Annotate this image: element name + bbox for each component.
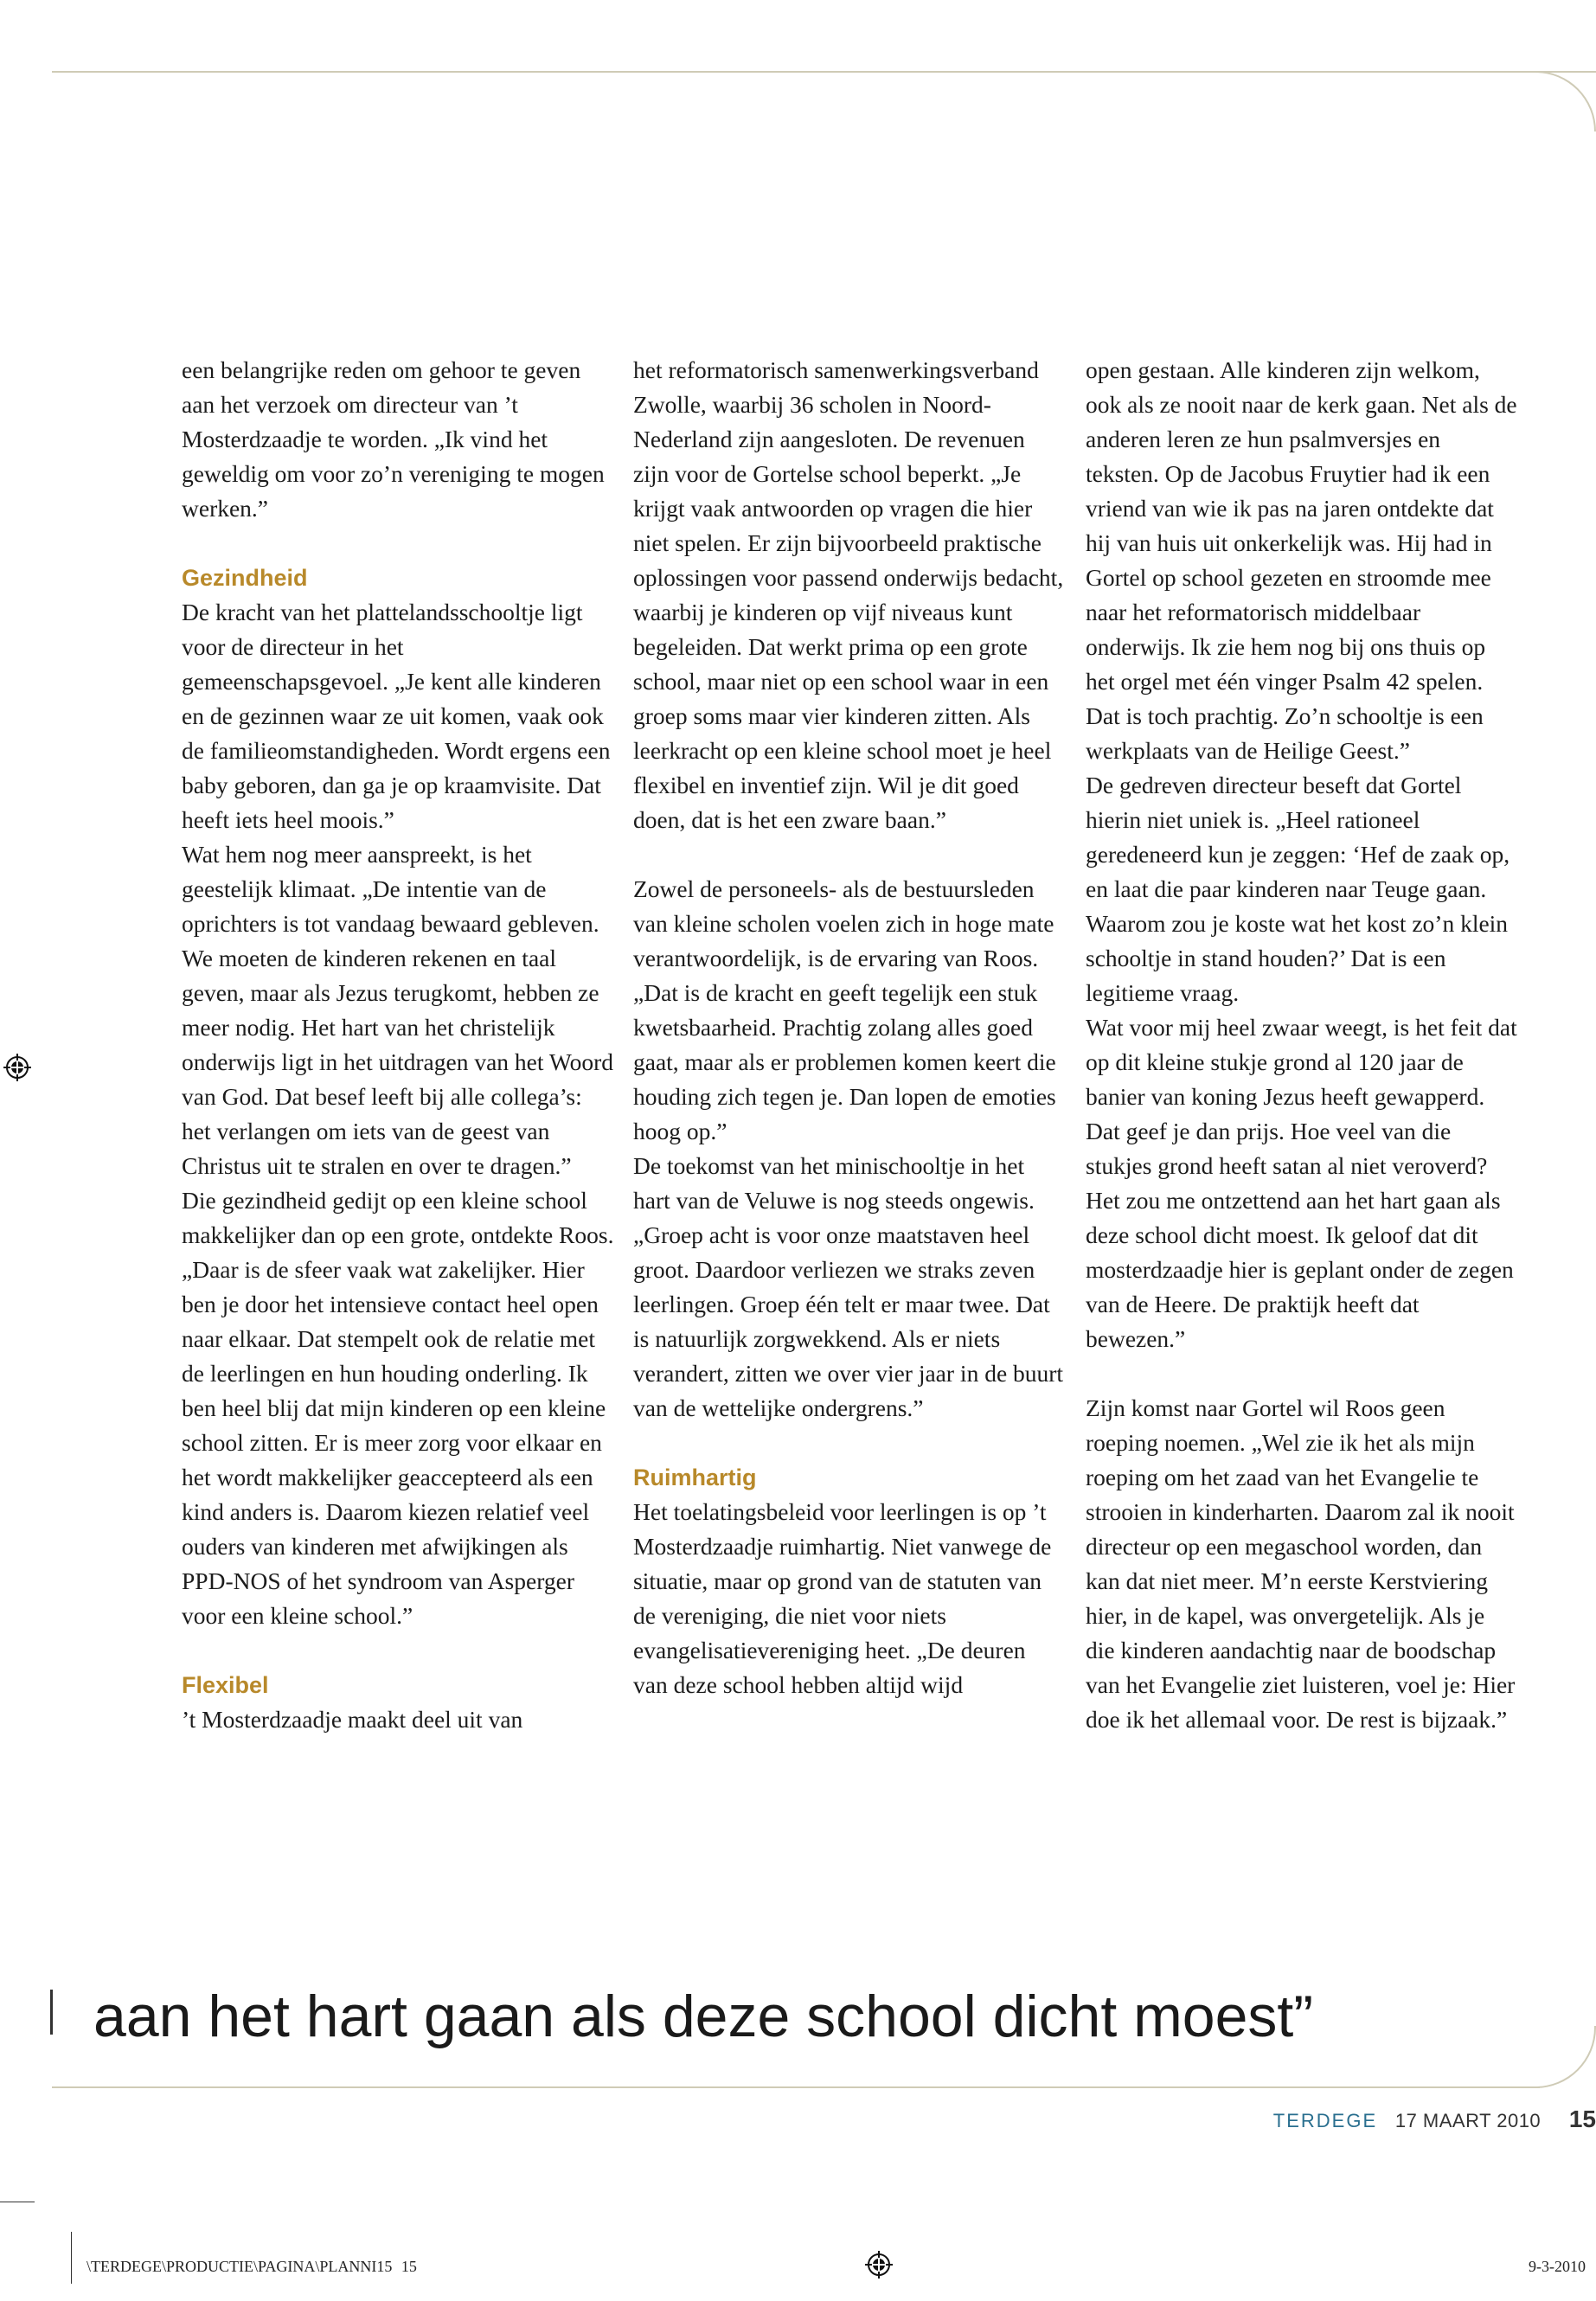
pull-quote: aan het hart gaan als deze school dicht moest” — [93, 1984, 1313, 2049]
bottom-trim-corner — [1535, 2026, 1596, 2088]
paragraph: Wat voor mij heel zwaar weegt, is het feit dat op dit kleine stukje grond al 120 jaar de banier van koning Jezus heeft gewapperd. Dat geef je dan prijs. Hoe veel van die stukjes grond heeft satan al niet veroverd? Het zou me ontzettend aan het hart gaan als deze school dicht moest. Ik geloof dat dit mosterdzaadje hier is geplant onder de zegen van de Heere. De praktijk heeft dat bewezen.” — [1086, 1014, 1517, 1352]
slug-path: \TERDEGE\PRODUCTIE\PAGINA\PLANNI15 — [87, 2258, 393, 2275]
registration-mark-icon — [865, 2251, 893, 2279]
article-column-1 — [182, 353, 614, 1737]
top-trim-corner — [1535, 71, 1596, 131]
bottom-trim-line — [52, 2086, 1540, 2088]
registration-mark-icon — [3, 1054, 31, 1081]
paragraph: Het toelatingsbeleid voor leerlingen is op ’t Mosterdzaadje ruimhartig. Niet vanwege de situatie, maar op grond van de statuten van de vereniging, die niet voor niets evangelisatievereniging heet. „De deuren van deze school hebben altijd wijd — [633, 1498, 1052, 1698]
section-heading-flexibel: Flexibel — [182, 1672, 269, 1698]
slug-page: 15 — [401, 2258, 417, 2275]
paragraph: een belangrijke reden om gehoor te geven aan het verzoek om directeur van ’t Mosterdzaadje te worden. „Ik vind het geweldig om voor zo’n vereniging te mogen werken.” — [182, 356, 605, 522]
paragraph: Wat hem nog meer aanspreekt, is het geestelijk klimaat. „De intentie van de oprichters is tot vandaag bewaard gebleven. We moeten de kinderen rekenen en taal geven, maar als Jezus terugkomt, hebben ze meer nodig. Het hart van het christelijk onderwijs ligt in het uitdragen van het Woord van God. Dat besef leeft bij alle collega’s: het verlangen om iets van de geest van Christus uit te stralen en over te dragen.” — [182, 841, 614, 1179]
pull-quote-bar — [50, 1990, 53, 2035]
paragraph: open gestaan. Alle kinderen zijn welkom, ook als ze nooit naar de kerk gaan. Net als de anderen leren ze hun psalmversjes en teksten. Op de Jacobus Fruytier had ik een vriend van wie ik pas na jaren ontdekte dat hij van huis uit onkerkelijk was. Hij had in Gortel op school gezeten en stroomde mee naar het reformatorisch middelbaar onderwijs. Ik zie hem nog bij ons thuis op het orgel met één vinger Psalm 42 spelen. Dat is toch prachtig. Zo’n schooltje is een werkplaats van de Heilige Geest.” — [1086, 356, 1517, 764]
article-column-2 — [633, 353, 1066, 1702]
print-date: 9-3-2010 — [1529, 2258, 1586, 2275]
section-heading-ruimhartig: Ruimhartig — [633, 1465, 757, 1490]
paragraph: De gedreven directeur beseft dat Gortel hierin niet uniek is. „Heel rationeel geredeneerd kun je zeggen: ‘Hef de zaak op, en laat die paar kinderen naar Teuge gaan. Waarom zou je koste wat het kost zo’n klein schooltje in stand houden?’ Dat is een legitieme vraag. — [1086, 772, 1510, 1006]
paragraph: De kracht van het plattelandsschooltje ligt voor de directeur in het gemeenschapsgevoel. „Je kent alle kinderen en de gezinnen waar ze uit komen, vaak ook de familieomstandigheden. Wordt ergens een baby geboren, dan ga je op kraamvisite. Dat heeft iets heel moois.” — [182, 599, 611, 833]
magazine-name: TERDEGE — [1272, 2110, 1378, 2131]
crop-mark — [71, 2232, 72, 2284]
top-trim-line — [52, 71, 1596, 73]
section-heading-gezindheid: Gezindheid — [182, 565, 308, 591]
page-number: 15 — [1568, 2106, 1596, 2132]
paragraph: De toekomst van het minischooltje in het hart van de Veluwe is nog steeds ongewis. „Groep acht is voor onze maatstaven heel groot. Daardoor verliezen we straks zeven leerlingen. Groep één telt er maar twee. Dat is natuurlijk zorgwekkend. Als er niets verandert, zitten we over vier jaar in de buurt van de wettelijke ondergrens.” — [633, 1152, 1064, 1421]
paragraph: ’t Mosterdzaadje maakt deel uit van — [182, 1706, 523, 1733]
issue-date: 17 MAART 2010 — [1394, 2110, 1542, 2131]
print-slug — [87, 2258, 417, 2276]
paragraph: Zowel de personeels- als de bestuursleden van kleine scholen voelen zich in hoge mate verantwoordelijk, is de ervaring van Roos. „Dat is de kracht en geeft tegelijk een stuk kwetsbaarheid. Prachtig zolang alles goed gaat, maar als er problemen komen keert die houding zich tegen je. Dan lopen de emoties hoog op.” — [633, 875, 1056, 1144]
page-footer — [1273, 2106, 1596, 2133]
paragraph: het reformatorisch samenwerkingsverband Zwolle, waarbij 36 scholen in Noord-Nederland zijn aangesloten. De revenuen zijn voor de Gortelse school beperkt. „Je krijgt vaak antwoorden op vragen die hier niet spelen. Er zijn bijvoorbeeld praktische oplossingen voor passend onderwijs bedacht, waarbij je kinderen op vijf niveaus kunt begeleiden. Dat werkt prima op een grote school, maar niet op een school waar in een groep soms maar vier kinderen zitten. Als leerkracht op een kleine school moet je heel flexibel en inventief zijn. Wil je dit goed doen, dat is het een zware baan.” — [633, 356, 1064, 833]
article-column-3 — [1086, 353, 1518, 1737]
paragraph: Die gezindheid gedijt op een kleine school makkelijker dan op een grote, ontdekte Roos. „Daar is de sfeer vaak wat zakelijker. Hier ben je door het intensieve contact heel open naar elkaar. Dat stempelt ook de relatie met de leerlingen en hun houding onderling. Ik ben heel blij dat mijn kinderen op een kleine school zitten. Er is meer zorg voor elkaar en het wordt makkelijker geaccepteerd als een kind anders is. Daarom kiezen relatief veel ouders van kinderen met afwijkingen als PPD-NOS of het syndroom van Asperger voor een kleine school.” — [182, 1187, 614, 1629]
paragraph: Zijn komst naar Gortel wil Roos geen roeping noemen. „Wel zie ik het als mijn roeping om het zaad van het Evangelie te strooien in kinderharten. Daarom zal ik nooit directeur op een megaschool worden, dan kan dat niet meer. M’n eerste Kerstviering hier, in de kapel, was onvergetelijk. Als je die kinderen aandachtig naar de boodschap van het Evangelie ziet luisteren, voel je: Hier doe ik het allemaal voor. De rest is bijzaak.” — [1086, 1394, 1516, 1733]
